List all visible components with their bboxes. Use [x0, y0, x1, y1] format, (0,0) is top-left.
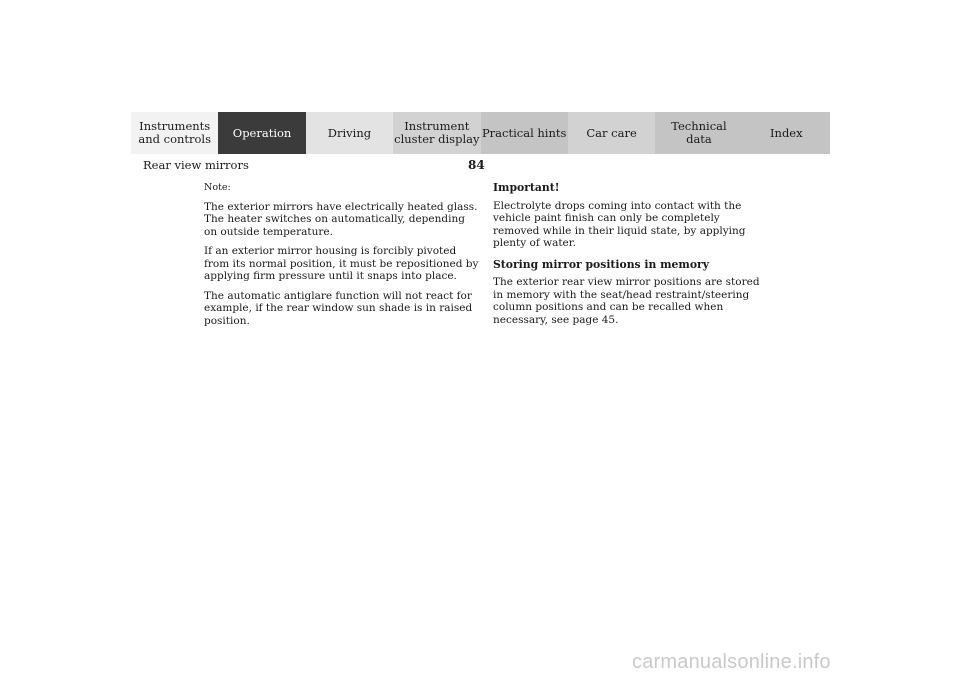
- important-heading: Important!: [493, 181, 560, 194]
- chapter-tab-bar: [131, 112, 830, 154]
- memory-text: The exterior rear view mirror positions are stored in memory with the seat/head restraint/steering column positions and can be recalled when necessary, see page 45.: [493, 276, 760, 326]
- right-column: [493, 182, 769, 333]
- tab-instrument-cluster-display[interactable]: Instrument cluster display: [393, 112, 480, 154]
- watermark: carmanualsonline.info: [632, 651, 831, 673]
- section-title: Rear view mirrors: [143, 158, 249, 172]
- note-paragraph-antiglare: The automatic antiglare function will not react for example, if the rear window sun shade is in raised position.: [204, 289, 473, 327]
- tab-car-care[interactable]: Car care: [568, 112, 655, 154]
- note-label: Note:: [204, 182, 231, 193]
- important-text: Electrolyte drops coming into contact with the vehicle paint finish can only be completely removed while in their liquid state, by applying plenty of water.: [493, 199, 746, 249]
- memory-heading: Storing mirror positions in memory: [493, 257, 709, 271]
- left-column: [204, 182, 480, 334]
- tab-technical-data[interactable]: Technical data: [655, 112, 742, 154]
- tab-instruments-and-controls[interactable]: Instruments and controls: [131, 112, 218, 154]
- note-paragraph-heated-glass: The exterior mirrors have electrically heated glass. The heater switches on automatically, depending on outside temperature.: [204, 200, 478, 238]
- tab-index[interactable]: Index: [743, 112, 830, 154]
- tab-practical-hints[interactable]: Practical hints: [481, 112, 568, 154]
- tab-driving[interactable]: Driving: [306, 112, 393, 154]
- page-number: 84: [468, 158, 485, 172]
- note-paragraph-mirror-housing: If an exterior mirror housing is forcibly pivoted from its normal position, it must be repositioned by applying firm pressure until it snaps into place.: [204, 245, 479, 282]
- tab-operation[interactable]: Operation: [218, 112, 305, 154]
